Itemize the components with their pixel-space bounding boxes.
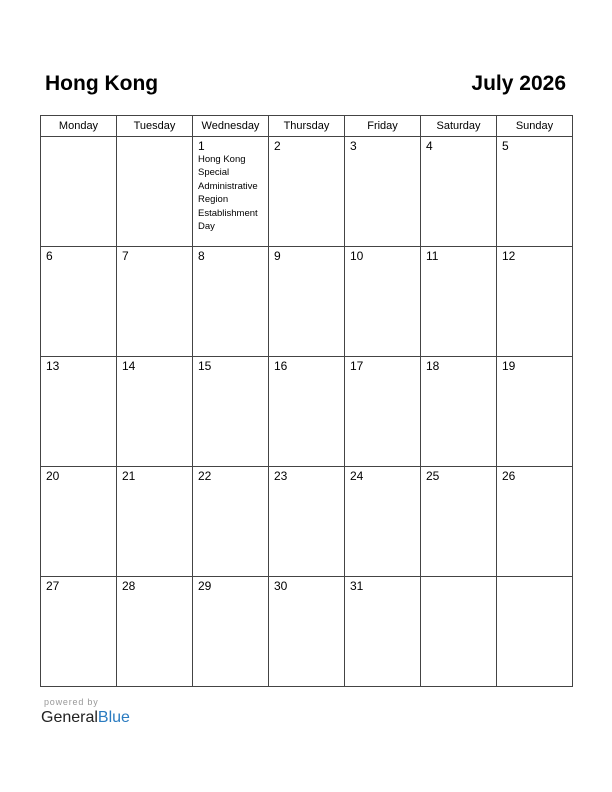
calendar-week-row: [41, 467, 573, 577]
weekday-header-row: [41, 116, 573, 137]
day-number: 23: [274, 469, 288, 483]
weekday-header: Wednesday: [193, 116, 269, 137]
page-title-country: Hong Kong: [45, 72, 159, 95]
day-number: 15: [198, 359, 212, 373]
holiday-label-line: Day: [198, 221, 215, 233]
day-number: 27: [46, 579, 60, 593]
day-number: [497, 577, 572, 579]
calendar-week-row: [41, 247, 573, 357]
brand-logo: [41, 708, 130, 728]
day-number: 26: [502, 469, 516, 483]
day-number: 14: [122, 359, 136, 373]
day-number: 16: [274, 359, 288, 373]
day-cell: [345, 577, 421, 687]
day-cell: [421, 577, 497, 687]
day-number: 6: [46, 249, 53, 263]
weekday-header: Tuesday: [117, 116, 193, 137]
day-cell: [117, 137, 193, 247]
day-cell: [193, 577, 269, 687]
holiday-label-line: Special: [198, 167, 230, 179]
day-cell: [193, 357, 269, 467]
day-number: [41, 137, 116, 139]
brand-name-part2: Blue: [97, 709, 130, 726]
powered-by-label: powered by: [44, 697, 99, 707]
day-number: 24: [350, 469, 364, 483]
day-cell: [345, 137, 421, 247]
day-number: 3: [350, 139, 357, 153]
day-cell: [497, 577, 573, 687]
day-number: 13: [46, 359, 60, 373]
holiday-label-line: Establishment: [198, 207, 258, 219]
day-number: 2: [274, 139, 281, 153]
day-cell: [269, 467, 345, 577]
calendar-body: [41, 137, 573, 687]
day-number: 18: [426, 359, 440, 373]
day-cell: [41, 357, 117, 467]
holiday-label-line: Administrative: [198, 180, 258, 192]
day-number: [117, 137, 192, 139]
day-cell: [193, 137, 269, 247]
holiday-label-line: Hong Kong: [198, 154, 246, 165]
weekday-header: Thursday: [269, 116, 345, 137]
day-cell: [41, 577, 117, 687]
day-number: 20: [46, 469, 60, 483]
day-number: 10: [350, 249, 364, 263]
day-number: 11: [426, 249, 439, 263]
weekday-header: Sunday: [497, 116, 573, 137]
day-cell: [117, 247, 193, 357]
day-number: 5: [502, 139, 509, 153]
day-cell: [193, 467, 269, 577]
day-number: 9: [274, 249, 281, 263]
day-cell: [117, 357, 193, 467]
day-cell: [269, 577, 345, 687]
calendar-grid: [40, 115, 573, 687]
day-number: 12: [502, 249, 516, 263]
day-cell: [497, 357, 573, 467]
day-number: 1: [198, 139, 205, 153]
brand-name-part1: General: [41, 709, 98, 726]
day-cell: [497, 137, 573, 247]
day-cell: [421, 467, 497, 577]
day-cell: [497, 247, 573, 357]
day-cell: [41, 467, 117, 577]
day-cell: [269, 137, 345, 247]
weekday-header: Monday: [41, 116, 117, 137]
day-number: 22: [198, 469, 212, 483]
day-number: 30: [274, 579, 288, 593]
day-cell: [421, 137, 497, 247]
day-number: 28: [122, 579, 136, 593]
day-cell: [345, 467, 421, 577]
weekday-header: Saturday: [421, 116, 497, 137]
day-cell: [117, 467, 193, 577]
weekday-header: Friday: [345, 116, 421, 137]
footer-branding: [41, 696, 130, 728]
day-number: 4: [426, 139, 433, 153]
calendar-week-row: [41, 577, 573, 687]
day-cell: [269, 357, 345, 467]
day-number: 31: [350, 579, 364, 593]
day-number: 17: [350, 359, 364, 373]
day-cell: [345, 247, 421, 357]
day-number: 19: [502, 359, 516, 373]
calendar-week-row: [41, 357, 573, 467]
day-cell: [117, 577, 193, 687]
calendar-week-row: [41, 137, 573, 247]
day-number: [421, 577, 496, 579]
holiday-label-line: Region: [198, 194, 229, 206]
day-cell: [41, 137, 117, 247]
day-number: 21: [122, 469, 136, 483]
day-cell: [497, 467, 573, 577]
day-cell: [421, 357, 497, 467]
page-title-month: July 2026: [471, 72, 566, 95]
day-number: 25: [426, 469, 440, 483]
day-number: 7: [122, 249, 129, 263]
day-cell: [193, 247, 269, 357]
day-number: 8: [198, 249, 205, 263]
day-cell: [421, 247, 497, 357]
day-cell: [345, 357, 421, 467]
day-number: 29: [198, 579, 212, 593]
day-cell: [269, 247, 345, 357]
day-cell: [41, 247, 117, 357]
